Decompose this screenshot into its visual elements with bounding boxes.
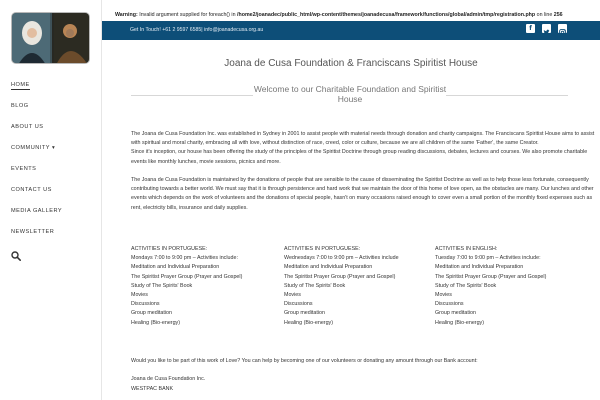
activity-item: Movies [131,292,148,299]
contact-info: Get In Touch! +61 2 9597 6585| info@joanadecusa.org.au [130,27,264,33]
activity-item: Healing (Bio-energy) [435,319,485,326]
nav-item-label: CONTACT US [11,187,52,193]
instagram-icon[interactable] [558,24,567,33]
activities-heading: ACTIVITIES IN PORTUGUESE: [131,246,208,252]
activities-column [284,245,434,328]
activity-item: The Spiritist Prayer Group (Prayer and Gospel) [131,273,243,280]
logo-image [12,13,90,64]
intro-sentence: The Joana de Cusa Foundation Inc. was established in Sydney in 2001 to assist people with material needs through donation and charity campaigns. The Franciscans Spiritist House aims to assist with spiritual and moral charity, embracing all with love, without distinction of race, creed, color or culture, because we are all children of the same 'Father', the same Creator. [131,131,595,147]
activities-column [435,245,585,328]
nav-item-home[interactable] [11,82,62,103]
activity-item: Group meditation [284,310,325,317]
activity-item: Movies [284,292,301,299]
nav-item-newsletter[interactable] [11,229,62,250]
site-title: Joana de Cusa Foundation & Franciscans Spiritist House [224,58,478,69]
nav-item-label: HOME [11,82,30,88]
nav-item-contact-us[interactable] [11,187,62,208]
top-contact-bar [102,21,600,40]
intro-text [131,130,596,222]
activities-column [131,245,281,328]
activity-item: Tuesday 7:00 to 9:00 pm – Activities include: [435,255,541,262]
activity-item: Wednesdays 7:00 to 9:00 pm – Activities include [284,255,399,262]
warning-path: /home2/joanadec/public_html/wp-content/themes/joanadecusa/framework/functions/global/admin/tmp/registration.php [237,12,536,18]
activity-item: Meditation and Individual Preparation [284,264,373,271]
activity-item: Mondays 7:00 to 9:00 pm – Activities include: [131,255,238,262]
welcome-heading: Welcome to our Charitable Foundation and Spiritist House [253,84,447,104]
nav-item-label: BLOG [11,103,29,109]
activity-item: Discussions [435,301,464,308]
activity-item: Group meditation [131,310,172,317]
nav-item-community[interactable] [11,145,62,166]
nav-item-blog[interactable] [11,103,62,124]
main-nav [11,82,62,250]
activities-heading: ACTIVITIES IN PORTUGUESE: [284,246,361,252]
activity-item: Group meditation [435,310,476,317]
warning-line-number: 256 [553,12,563,18]
intro-sentence: Since it's inception, our house has been offering the study of the principles of the Spiritist Doctrine through group reading discussions, debates, lectures and courses. We also promote charitable events like monthly lunches, movie sessions, picnics and more. [131,149,588,165]
activity-item: Discussions [284,301,313,308]
activity-item: Discussions [131,301,160,308]
divider-left [131,95,253,96]
nav-item-label: COMMUNITY [11,145,50,151]
maintained-paragraph: The Joana de Cusa Foundation is maintained by the donations of people that are sensible to the cause of disseminating the Spiritist Doctrine as well as to help those less fortunate, consequently contributing towards a better world. We must say that it is through persistence and hard work that we maintain the door of this home of love open, as the obstacles are many. Our lunches and other events which depends on the work of volunteers and the donations of special people, hasn't on many occasions raised enough to cover even a small portion of the monthly fixed expenses such as rent, electricity bills, insurance and daily supplies. [131,177,594,211]
warning-prefix: Warning: [115,12,138,18]
intro-paragraph [131,130,596,167]
bank-line: Joana de Cusa Foundation Inc. [131,376,206,383]
activity-item: Study of The Spirits' Book [131,282,193,289]
activity-item: Movies [435,292,452,299]
warning-line-label: on line [536,12,553,18]
nav-item-label: ABOUT US [11,124,44,130]
activity-item: Study of The Spirits' Book [435,282,497,289]
php-warning [115,12,595,19]
sidebar [0,0,102,400]
activity-item: The Spiritist Prayer Group (Prayer and Gospel) [284,273,396,280]
search-icon[interactable] [11,248,21,258]
volunteer-text: Would you like to be part of this work of Love? You can help by becoming one of our volunteers or donating any amount through our Bank account: [131,358,478,364]
nav-item-label: NEWSLETTER [11,229,55,235]
activity-item: Meditation and Individual Preparation [131,264,220,271]
activities-heading: ACTIVITIES IN ENGLISH: [435,246,498,252]
twitter-icon[interactable] [542,24,551,33]
warning-message: Invalid argument supplied for foreach() in [139,12,236,18]
chevron-down-icon: ▾ [51,145,56,151]
activity-item: Healing (Bio-energy) [284,319,334,326]
nav-item-media-gallery[interactable] [11,208,62,229]
nav-item-about-us[interactable] [11,124,62,145]
nav-item-label: MEDIA GALLERY [11,208,63,214]
divider-right [446,95,568,96]
bank-line: WESTPAC BANK [131,385,174,392]
site-logo[interactable] [11,12,90,64]
activity-item: Meditation and Individual Preparation [435,264,524,271]
activity-item: The Spiritist Prayer Group (Prayer and Gospel) [435,273,547,280]
nav-item-events[interactable] [11,166,62,187]
donation-section [131,357,596,394]
activity-item: Study of The Spirits' Book [284,282,346,289]
activity-item: Healing (Bio-energy) [131,319,181,326]
spacer [131,366,596,375]
facebook-icon[interactable]: f [526,24,535,33]
nav-item-label: EVENTS [11,166,37,172]
